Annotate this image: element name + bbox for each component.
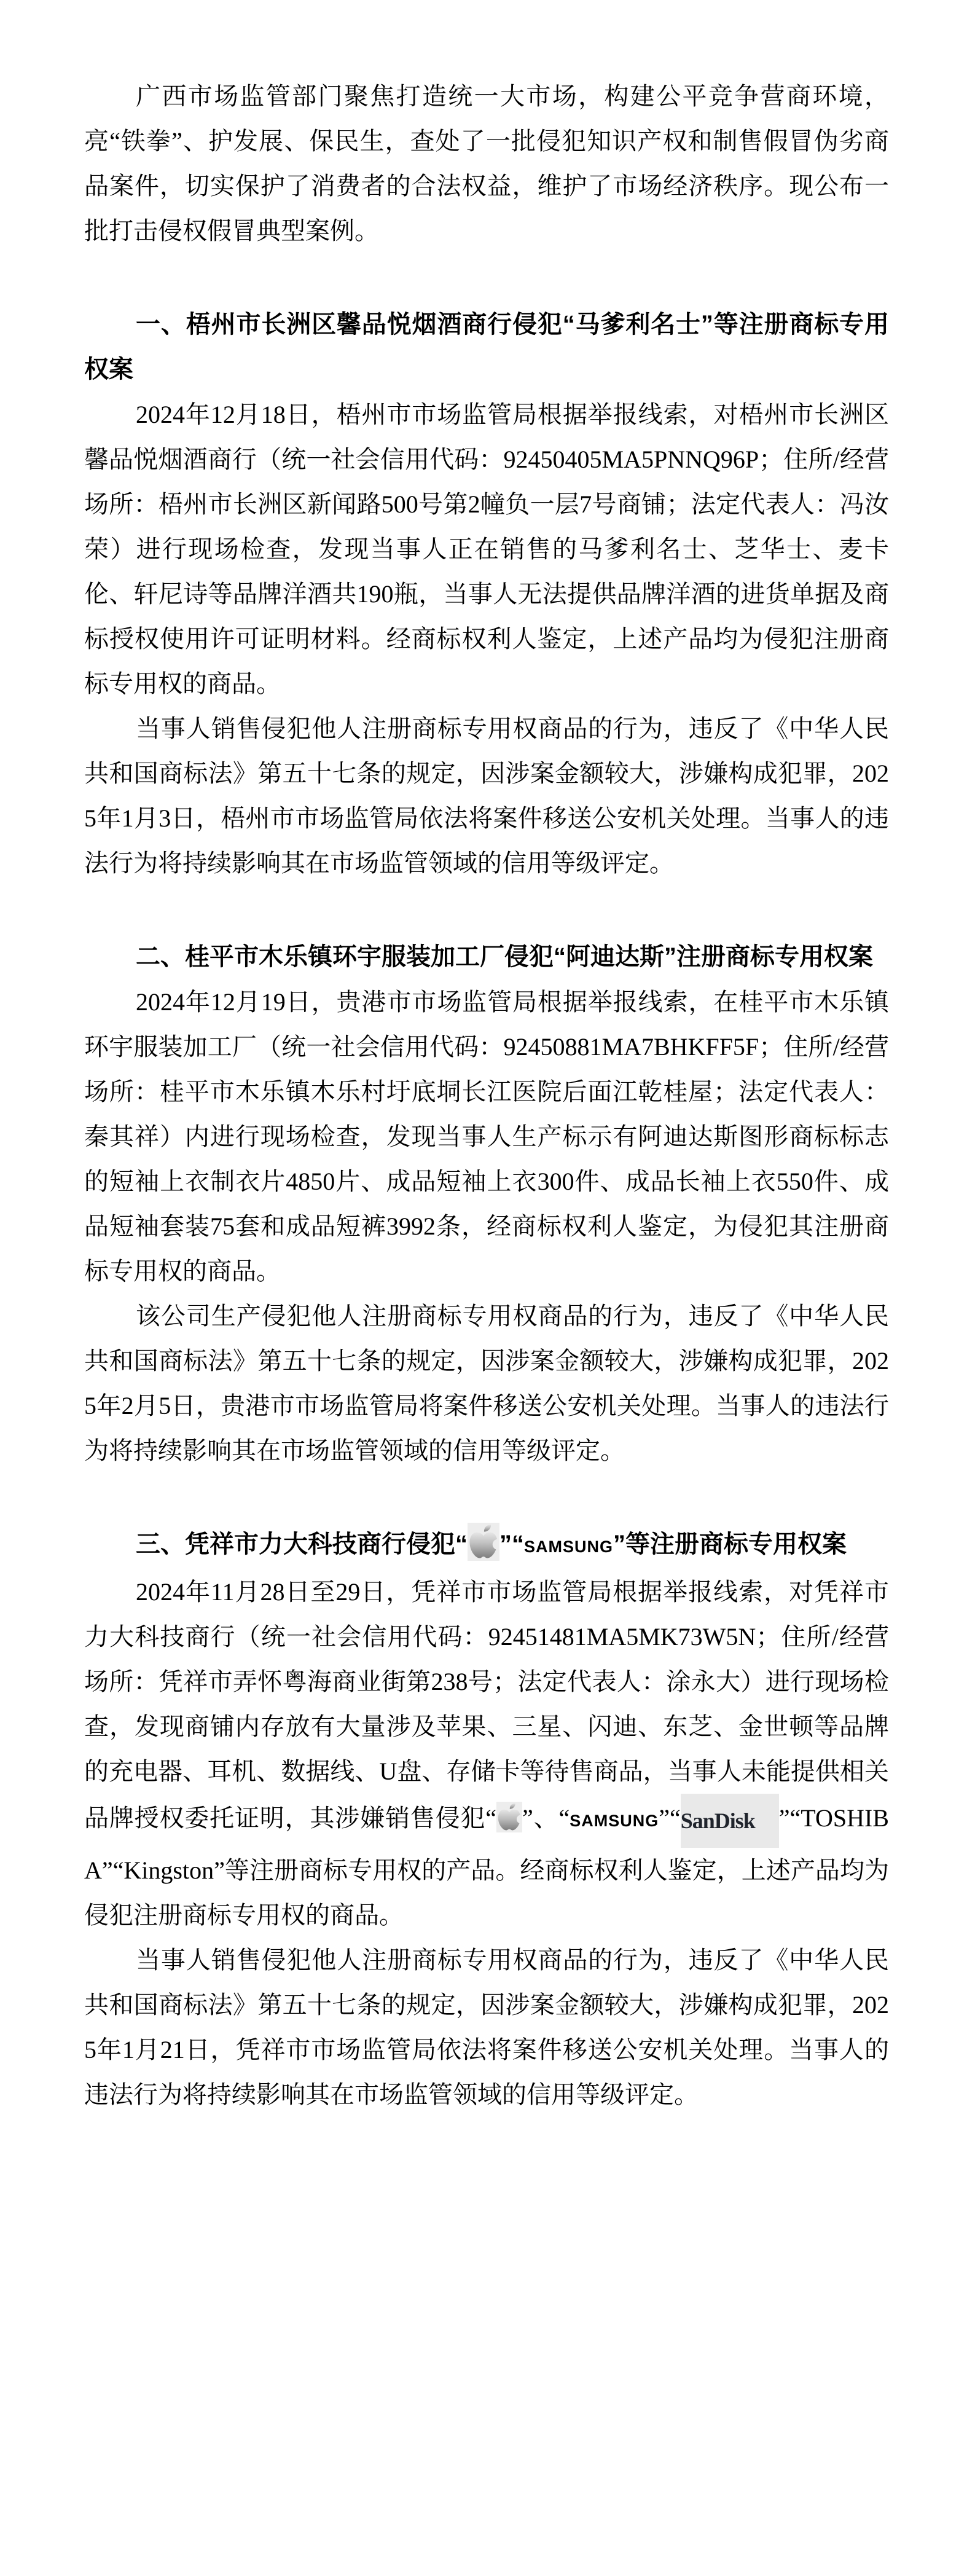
text-run: ”“ [499,1531,524,1558]
intro-paragraph [84,74,889,253]
case-paragraph [84,1938,889,2117]
section-heading-1 [84,302,889,392]
samsung-logo: SAMSUNG [524,1537,614,1556]
case-paragraph [84,392,889,706]
samsung-logo: SAMSUNG [570,1812,659,1831]
text-run: ”、“ [522,1804,570,1832]
text-run: 广西市场监管部门聚焦打造统一大市场，构建公平竞争营商环境，亮“铁拳”、护发展、保民生，查处了一批侵犯知识产权和制售假冒伪劣商品案件，切实保护了消费者的合法权益，维护了市场经济秩序。现公布一批打击侵权假冒典型案例。 [84,82,889,245]
text-run: 一、梧州市长洲区馨品悦烟酒商行侵犯“马爹利名士”等注册商标专用权案 [84,311,889,383]
case-paragraph [84,1569,889,1938]
sandisk-logo: SanDisk [681,1794,779,1848]
text-run: 当事人销售侵犯他人注册商标专用权商品的行为，违反了《中华人民共和国商标法》第五十七条的规定，因涉案金额较大，涉嫌构成犯罪，2025年1月3日，梧州市市场监管局依法将案件移送公安机关处理。当事人的违法行为将持续影响其在市场监管领域的信用等级评定。 [84,715,889,877]
section-heading-3 [84,1522,889,1569]
text-run: 二、桂平市木乐镇环宇服装加工厂侵犯“阿迪达斯”注册商标专用权案 [136,943,873,970]
section-heading-2 [84,935,889,980]
text-run: 2024年11月28日至29日，凭祥市市场监管局根据举报线索，对凭祥市力大科技商行（统一社会信用代码：92451481MA5MK73W5N；住所/经营场所：凭祥市弄怀粤海商业街第238号；法定代表人：涂永大）进行现场检查，发现商铺内存放有大量涉及苹果、三星、闪迪、东芝、金世顿等品牌的充电器、耳机、数据线、U盘、存储卡等待售商品，当事人未能提供相关品牌授权委托证明，其涉嫌销售侵犯“ [84,1578,889,1832]
apple-logo-icon [496,1802,522,1832]
case-paragraph [84,980,889,1294]
text-run: 2024年12月18日，梧州市市场监管局根据举报线索，对梧州市长洲区馨品悦烟酒商行（统一社会信用代码：92450405MA5PNNQ96P；住所/经营场所：梧州市长洲区新闻路500号第2幢负一层7号商铺；法定代表人：冯汝荣）进行现场检查，发现当事人正在销售的马爹利名士、芝华士、麦卡伦、轩尼诗等品牌洋酒共190瓶，当事人无法提供品牌洋酒的进货单据及商标授权使用许可证明材料。经商标权利人鉴定，上述产品均为侵犯注册商标专用权的商品。 [84,401,889,697]
case-paragraph [84,1294,889,1473]
apple-logo-icon [468,1523,499,1561]
document-body [84,74,889,2117]
text-run: ”等注册商标专用权案 [613,1531,847,1558]
text-run: 该公司生产侵犯他人注册商标专用权商品的行为，违反了《中华人民共和国商标法》第五十七条的规定，因涉案金额较大，涉嫌构成犯罪，2025年2月5日，贵港市市场监管局将案件移送公安机关处理。当事人的违法行为将持续影响其在市场监管领域的信用等级评定。 [84,1302,889,1464]
text-run: 当事人销售侵犯他人注册商标专用权商品的行为，违反了《中华人民共和国商标法》第五十七条的规定，因涉案金额较大，涉嫌构成犯罪，2025年1月21日，凭祥市市场监管局依法将案件移送公安机关处理。当事人的违法行为将持续影响其在市场监管领域的信用等级评定。 [84,1946,889,2108]
text-run: ”“ [659,1804,681,1832]
case-paragraph [84,706,889,886]
text-run: ”“TOSHIBA”“Kingston”等注册商标专用权的产品。经商标权利人鉴定，上述产品均为侵犯注册商标专用权的商品。 [84,1804,889,1929]
text-run: 2024年12月19日，贵港市市场监管局根据举报线索，在桂平市木乐镇环宇服装加工厂（统一社会信用代码：92450881MA7BHKFF5F；住所/经营场所：桂平市木乐镇木乐村圩底垌长江医院后面江乾桂屋；法定代表人：秦其祥）内进行现场检查，发现当事人生产标示有阿迪达斯图形商标标志的短袖上衣制衣片4850片、成品短袖上衣300件、成品长袖上衣550件、成品短袖套装75套和成品短裤3992条，经商标权利人鉴定，为侵犯其注册商标专用权的商品。 [84,988,889,1285]
text-run: 三、凭祥市力大科技商行侵犯“ [136,1531,468,1558]
